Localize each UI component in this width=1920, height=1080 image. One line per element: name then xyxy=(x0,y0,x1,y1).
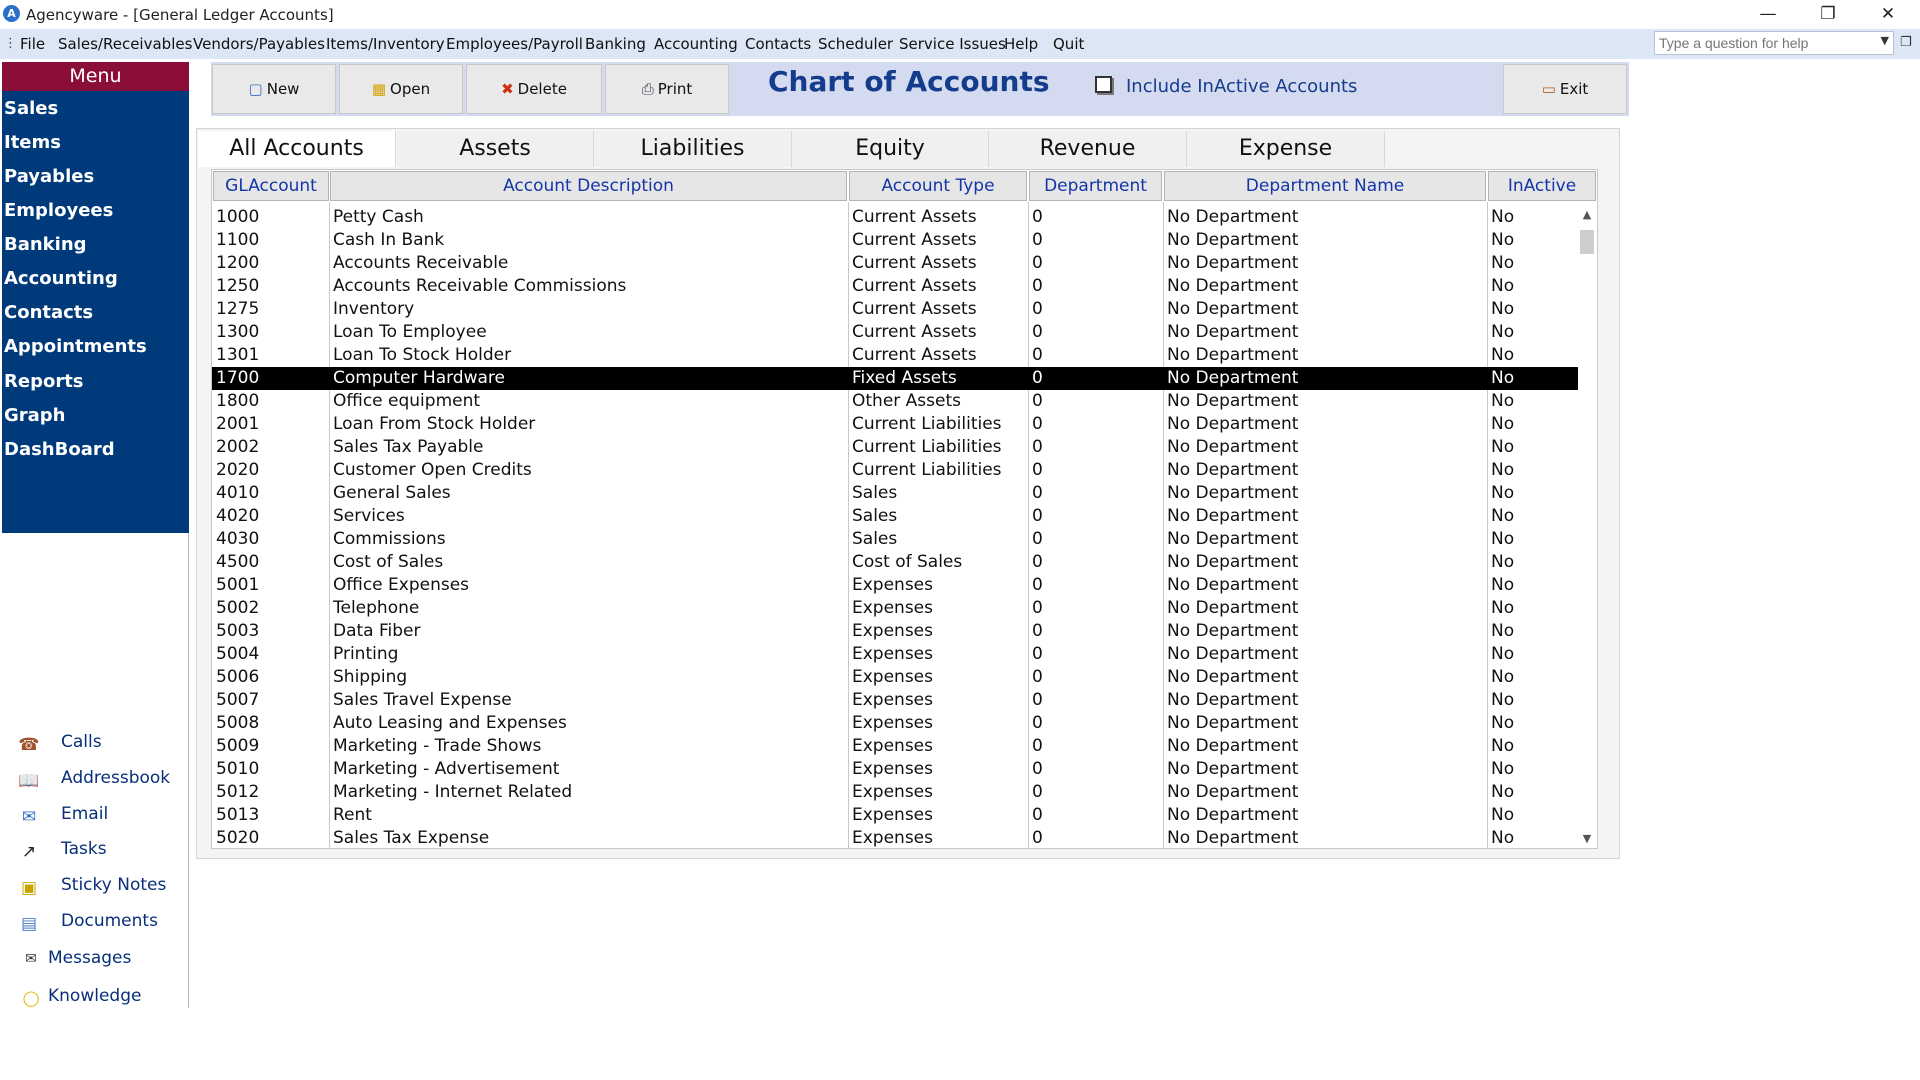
cell-department-name: No Department xyxy=(1167,345,1299,365)
cell-department-name: No Department xyxy=(1167,207,1299,227)
cell-department: 0 xyxy=(1032,276,1043,296)
cell-account-type: Fixed Assets xyxy=(852,368,957,388)
app-logo-icon: A xyxy=(3,5,20,22)
cell-account-description: Computer Hardware xyxy=(333,368,505,388)
tool-email[interactable]: Email xyxy=(61,804,109,824)
cell-department: 0 xyxy=(1032,230,1043,250)
cell-account-description: Marketing - Internet Related xyxy=(333,782,573,802)
exit-button-label: Exit xyxy=(1559,80,1589,98)
tool-knowledge[interactable]: Knowledge xyxy=(48,986,142,1006)
menu-vendors-payables[interactable]: Vendors/Payables xyxy=(193,35,325,53)
print-button[interactable] xyxy=(605,64,729,114)
cell-account-description: Accounts Receivable Commissions xyxy=(333,276,627,296)
tool-calls[interactable]: Calls xyxy=(61,732,102,752)
cell-account-description: Sales Tax Payable xyxy=(333,437,484,457)
cell-department: 0 xyxy=(1032,207,1043,227)
cell-account-type: Expenses xyxy=(852,644,933,664)
menu-items-inventory[interactable]: Items/Inventory xyxy=(326,35,445,53)
table-row[interactable] xyxy=(212,804,1578,827)
delete-button-label: Delete xyxy=(517,80,567,98)
table-row[interactable] xyxy=(212,436,1578,459)
tab-revenue[interactable]: Revenue xyxy=(989,131,1187,167)
nav-block xyxy=(2,91,189,533)
cell-account-description: Loan From Stock Holder xyxy=(333,414,536,434)
cell-account-description: Auto Leasing and Expenses xyxy=(333,713,567,733)
cell-inactive: No xyxy=(1491,759,1515,779)
cell-department: 0 xyxy=(1032,345,1043,365)
nav-item-accounting[interactable]: Accounting xyxy=(4,268,118,289)
sidebar xyxy=(0,62,189,1008)
cell-account-type: Sales xyxy=(852,506,898,526)
help-search-box xyxy=(1654,31,1894,55)
cell-department: 0 xyxy=(1032,460,1043,480)
cell-inactive: No xyxy=(1491,322,1515,342)
cell-account-type: Expenses xyxy=(852,598,933,618)
cell-glaccount: 1200 xyxy=(216,253,260,273)
cell-inactive: No xyxy=(1491,805,1515,825)
cell-inactive: No xyxy=(1491,207,1515,227)
cell-inactive: No xyxy=(1491,299,1515,319)
table-row[interactable] xyxy=(212,689,1578,712)
vertical-scrollbar[interactable] xyxy=(1578,206,1596,848)
cell-glaccount: 5004 xyxy=(216,644,260,664)
cell-department-name: No Department xyxy=(1167,667,1299,687)
delete-icon: ✖ xyxy=(501,80,514,98)
table-row[interactable] xyxy=(212,229,1578,252)
table-row[interactable] xyxy=(212,344,1578,367)
cell-glaccount: 5009 xyxy=(216,736,260,756)
restore-icon[interactable]: ❐ xyxy=(1820,4,1836,24)
cell-glaccount: 2002 xyxy=(216,437,260,457)
cell-glaccount: 1800 xyxy=(216,391,260,411)
table-row[interactable] xyxy=(212,781,1578,804)
cell-account-type: Current Assets xyxy=(852,230,977,250)
nav-item-appointments[interactable]: Appointments xyxy=(4,336,147,357)
cell-glaccount: 4500 xyxy=(216,552,260,572)
tasks-icon: ↗ xyxy=(21,842,37,862)
tool-addressbook[interactable]: Addressbook xyxy=(61,768,171,788)
include-inactive-label: Include InActive Accounts xyxy=(1126,76,1358,97)
tab-liabilities[interactable]: Liabilities xyxy=(594,131,792,167)
cell-inactive: No xyxy=(1491,529,1515,549)
cell-department: 0 xyxy=(1032,713,1043,733)
cell-account-type: Sales xyxy=(852,529,898,549)
cell-glaccount: 4010 xyxy=(216,483,260,503)
cell-department-name: No Department xyxy=(1167,782,1299,802)
cell-inactive: No xyxy=(1491,506,1515,526)
cell-account-type: Current Assets xyxy=(852,322,977,342)
table-row[interactable] xyxy=(212,298,1578,321)
cell-department-name: No Department xyxy=(1167,598,1299,618)
lightbulb-icon: ◯ xyxy=(22,989,40,1007)
cell-department-name: No Department xyxy=(1167,805,1299,825)
open-button[interactable] xyxy=(339,64,463,114)
page-title: Chart of Accounts xyxy=(768,65,1050,98)
cell-glaccount: 1300 xyxy=(216,322,260,342)
cell-glaccount: 1250 xyxy=(216,276,260,296)
cell-account-description: Data Fiber xyxy=(333,621,421,641)
cell-account-description: Petty Cash xyxy=(333,207,424,227)
cell-inactive: No xyxy=(1491,437,1515,457)
table-row[interactable] xyxy=(212,482,1578,505)
cell-department-name: No Department xyxy=(1167,529,1299,549)
close-icon[interactable]: ✕ xyxy=(1880,4,1896,24)
cell-inactive: No xyxy=(1491,828,1515,848)
cell-department: 0 xyxy=(1032,759,1043,779)
table-row[interactable] xyxy=(212,367,1578,390)
messages-icon: ✉ xyxy=(25,951,37,967)
help-search-input[interactable] xyxy=(1655,32,1873,54)
cell-inactive: No xyxy=(1491,391,1515,411)
cell-department: 0 xyxy=(1032,805,1043,825)
cell-account-type: Current Assets xyxy=(852,207,977,227)
cell-inactive: No xyxy=(1491,621,1515,641)
cell-glaccount: 5002 xyxy=(216,598,260,618)
menu-sales-receivables[interactable]: Sales/Receivables xyxy=(58,35,193,53)
menu-accounting[interactable]: Accounting xyxy=(654,35,738,53)
cell-account-type: Expenses xyxy=(852,736,933,756)
nav-item-banking[interactable]: Banking xyxy=(4,234,87,255)
table-row[interactable] xyxy=(212,321,1578,344)
table-row[interactable] xyxy=(212,459,1578,482)
cell-department: 0 xyxy=(1032,368,1043,388)
cell-department-name: No Department xyxy=(1167,575,1299,595)
cell-department-name: No Department xyxy=(1167,391,1299,411)
cell-inactive: No xyxy=(1491,667,1515,687)
table-row[interactable] xyxy=(212,275,1578,298)
cell-inactive: No xyxy=(1491,276,1515,296)
cell-account-description: Cost of Sales xyxy=(333,552,444,572)
cell-account-type: Cost of Sales xyxy=(852,552,963,572)
cell-department-name: No Department xyxy=(1167,299,1299,319)
cell-account-type: Expenses xyxy=(852,713,933,733)
cell-account-type: Expenses xyxy=(852,782,933,802)
cell-inactive: No xyxy=(1491,782,1515,802)
cell-department-name: No Department xyxy=(1167,414,1299,434)
cell-account-type: Current Liabilities xyxy=(852,437,1002,457)
chevron-down-icon[interactable]: ▼ xyxy=(1880,34,1889,47)
cell-department: 0 xyxy=(1032,253,1043,273)
nav-item-payables[interactable]: Payables xyxy=(4,166,95,187)
menu-employees-payroll[interactable]: Employees/Payroll xyxy=(446,35,583,53)
cell-glaccount: 5012 xyxy=(216,782,260,802)
cell-account-description: Rent xyxy=(333,805,372,825)
cell-account-description: Loan To Employee xyxy=(333,322,487,342)
cell-glaccount: 5013 xyxy=(216,805,260,825)
scrollbar-thumb[interactable] xyxy=(1580,230,1594,254)
cell-department: 0 xyxy=(1032,414,1043,434)
table-row[interactable] xyxy=(212,666,1578,689)
cell-glaccount: 5020 xyxy=(216,828,260,848)
cell-glaccount: 2020 xyxy=(216,460,260,480)
cell-inactive: No xyxy=(1491,552,1515,572)
cell-inactive: No xyxy=(1491,736,1515,756)
cell-department-name: No Department xyxy=(1167,621,1299,641)
cell-inactive: No xyxy=(1491,713,1515,733)
menu-scheduler[interactable]: Scheduler xyxy=(818,35,894,53)
cell-inactive: No xyxy=(1491,460,1515,480)
cell-glaccount: 1301 xyxy=(216,345,260,365)
cell-department: 0 xyxy=(1032,299,1043,319)
cell-department: 0 xyxy=(1032,667,1043,687)
cell-inactive: No xyxy=(1491,345,1515,365)
accounts-panel xyxy=(196,128,1620,859)
cell-account-type: Expenses xyxy=(852,759,933,779)
cell-department-name: No Department xyxy=(1167,552,1299,572)
menu-bar xyxy=(0,29,1920,59)
nav-item-graph[interactable]: Graph xyxy=(4,405,66,426)
cell-account-description: Printing xyxy=(333,644,399,664)
cell-department-name: No Department xyxy=(1167,506,1299,526)
exit-button[interactable] xyxy=(1503,64,1627,114)
cell-department-name: No Department xyxy=(1167,368,1299,388)
cell-account-type: Current Assets xyxy=(852,299,977,319)
nav-item-items[interactable]: Items xyxy=(4,132,61,153)
nav-item-dashboard[interactable]: DashBoard xyxy=(4,439,115,460)
cell-account-type: Current Assets xyxy=(852,253,977,273)
menu-service-issues[interactable]: Service Issues xyxy=(899,35,1006,53)
table-body xyxy=(212,206,1578,849)
nav-item-reports[interactable]: Reports xyxy=(4,371,84,392)
minimize-icon[interactable]: — xyxy=(1759,4,1777,24)
cell-department: 0 xyxy=(1032,437,1043,457)
table-row[interactable] xyxy=(212,620,1578,643)
cell-department: 0 xyxy=(1032,391,1043,411)
cell-account-type: Expenses xyxy=(852,621,933,641)
cell-glaccount: 5003 xyxy=(216,621,260,641)
tab-equity[interactable]: Equity xyxy=(792,131,989,167)
cell-account-type: Sales xyxy=(852,483,898,503)
cell-glaccount: 1700 xyxy=(216,368,260,388)
table-row[interactable] xyxy=(212,413,1578,436)
cell-account-description: Sales Travel Expense xyxy=(333,690,512,710)
table-row[interactable] xyxy=(212,505,1578,528)
title-bar xyxy=(0,0,1920,29)
table-row[interactable] xyxy=(212,252,1578,275)
cell-account-description: Accounts Receivable xyxy=(333,253,509,273)
include-inactive-checkbox[interactable] xyxy=(1095,76,1357,97)
menu-header: Menu xyxy=(2,62,189,91)
cell-inactive: No xyxy=(1491,598,1515,618)
table-row[interactable] xyxy=(212,827,1578,849)
nav-item-contacts[interactable]: Contacts xyxy=(4,302,94,323)
window-title: Agencyware - [General Ledger Accounts] xyxy=(26,6,334,24)
cell-inactive: No xyxy=(1491,690,1515,710)
cell-glaccount: 2001 xyxy=(216,414,260,434)
sticky-note-icon: ▣ xyxy=(20,878,38,898)
new-document-icon: ▢ xyxy=(248,80,263,98)
cell-account-description: Commissions xyxy=(333,529,446,549)
cell-department-name: No Department xyxy=(1167,230,1299,250)
menu-help[interactable]: Help xyxy=(1004,35,1039,53)
cell-department-name: No Department xyxy=(1167,460,1299,480)
cell-account-type: Expenses xyxy=(852,575,933,595)
cell-glaccount: 5007 xyxy=(216,690,260,710)
cell-account-description: Marketing - Trade Shows xyxy=(333,736,542,756)
cell-account-description: General Sales xyxy=(333,483,451,503)
cell-account-type: Current Assets xyxy=(852,345,977,365)
cell-department: 0 xyxy=(1032,782,1043,802)
checkbox-icon[interactable] xyxy=(1095,76,1112,93)
cell-department-name: No Department xyxy=(1167,644,1299,664)
cell-department-name: No Department xyxy=(1167,713,1299,733)
cell-department-name: No Department xyxy=(1167,437,1299,457)
cell-glaccount: 4030 xyxy=(216,529,260,549)
cell-inactive: No xyxy=(1491,368,1515,388)
col-header-inactive[interactable]: InActive xyxy=(1488,171,1596,201)
cell-inactive: No xyxy=(1491,253,1515,273)
col-header-account-description[interactable]: Account Description xyxy=(330,171,847,201)
cell-department-name: No Department xyxy=(1167,253,1299,273)
cell-glaccount: 5010 xyxy=(216,759,260,779)
new-button-label: New xyxy=(266,80,300,98)
tab-expense[interactable]: Expense xyxy=(1187,131,1385,167)
table-row[interactable] xyxy=(212,574,1578,597)
table-row[interactable] xyxy=(212,643,1578,666)
accounts-grid xyxy=(211,169,1598,849)
cell-account-description: Office Expenses xyxy=(333,575,470,595)
scroll-down-icon[interactable]: ▼ xyxy=(1582,832,1592,845)
menu-contacts[interactable]: Contacts xyxy=(745,35,812,53)
scroll-up-icon[interactable]: ▲ xyxy=(1582,208,1592,221)
col-header-department-name[interactable]: Department Name xyxy=(1164,171,1486,201)
cell-department: 0 xyxy=(1032,621,1043,641)
table-row[interactable] xyxy=(212,390,1578,413)
menu-quit[interactable]: Quit xyxy=(1053,35,1085,53)
cell-account-description: Cash In Bank xyxy=(333,230,445,250)
cell-account-description: Telephone xyxy=(333,598,420,618)
open-button-label: Open xyxy=(390,80,431,98)
col-header-account-type[interactable]: Account Type xyxy=(849,171,1027,201)
cell-glaccount: 4020 xyxy=(216,506,260,526)
cell-glaccount: 5001 xyxy=(216,575,260,595)
nav-item-employees[interactable]: Employees xyxy=(4,200,114,221)
cell-account-type: Expenses xyxy=(852,805,933,825)
exit-door-icon: ▭ xyxy=(1541,80,1556,98)
cell-inactive: No xyxy=(1491,414,1515,434)
cell-department-name: No Department xyxy=(1167,322,1299,342)
cell-department-name: No Department xyxy=(1167,828,1299,848)
table-row[interactable] xyxy=(212,712,1578,735)
delete-button[interactable] xyxy=(466,64,602,114)
menu-file[interactable]: File xyxy=(20,35,46,53)
table-row[interactable] xyxy=(212,551,1578,574)
cell-account-type: Expenses xyxy=(852,828,933,848)
cell-glaccount: 5008 xyxy=(216,713,260,733)
cell-account-description: Inventory xyxy=(333,299,415,319)
table-row[interactable] xyxy=(212,597,1578,620)
cell-account-type: Current Liabilities xyxy=(852,460,1002,480)
email-icon: ✉ xyxy=(21,807,37,827)
print-button-label: Print xyxy=(657,80,693,98)
cell-account-description: Services xyxy=(333,506,405,526)
cell-account-type: Other Assets xyxy=(852,391,961,411)
cell-department: 0 xyxy=(1032,506,1043,526)
cell-department-name: No Department xyxy=(1167,276,1299,296)
documents-icon: ▤ xyxy=(20,914,38,934)
cell-department-name: No Department xyxy=(1167,736,1299,756)
cell-department: 0 xyxy=(1032,322,1043,342)
tab-assets[interactable]: Assets xyxy=(397,131,594,167)
cell-account-type: Current Liabilities xyxy=(852,414,1002,434)
col-header-department[interactable]: Department xyxy=(1029,171,1162,201)
cell-glaccount: 1100 xyxy=(216,230,260,250)
addressbook-icon: 📖 xyxy=(18,771,40,791)
cell-department: 0 xyxy=(1032,828,1043,848)
cell-department: 0 xyxy=(1032,552,1043,572)
cell-account-description: Shipping xyxy=(333,667,408,687)
cell-inactive: No xyxy=(1491,575,1515,595)
cell-account-description: Customer Open Credits xyxy=(333,460,532,480)
cell-inactive: No xyxy=(1491,483,1515,503)
toolbar xyxy=(211,62,1629,116)
col-header-glaccount[interactable]: GLAccount xyxy=(213,171,329,201)
cell-account-description: Marketing - Advertisement xyxy=(333,759,560,779)
cell-inactive: No xyxy=(1491,230,1515,250)
cell-department: 0 xyxy=(1032,483,1043,503)
folder-icon: ▦ xyxy=(371,80,387,98)
mdi-restore-icon[interactable]: ❐ xyxy=(1900,35,1912,50)
phone-icon: ☎ xyxy=(18,735,40,755)
table-row[interactable] xyxy=(212,528,1578,551)
tab-all-accounts[interactable]: All Accounts xyxy=(198,131,396,167)
table-row[interactable] xyxy=(212,735,1578,758)
cell-department: 0 xyxy=(1032,575,1043,595)
cell-department: 0 xyxy=(1032,598,1043,618)
cell-account-type: Current Assets xyxy=(852,276,977,296)
cell-inactive: No xyxy=(1491,644,1515,664)
cell-account-type: Expenses xyxy=(852,667,933,687)
cell-department: 0 xyxy=(1032,690,1043,710)
menu-banking[interactable]: Banking xyxy=(585,35,646,53)
new-button[interactable] xyxy=(212,64,336,114)
table-row[interactable] xyxy=(212,206,1578,229)
cell-department: 0 xyxy=(1032,736,1043,756)
cell-account-description: Loan To Stock Holder xyxy=(333,345,512,365)
printer-icon: ⎙ xyxy=(641,80,654,98)
cell-department-name: No Department xyxy=(1167,759,1299,779)
cell-department-name: No Department xyxy=(1167,483,1299,503)
tool-documents[interactable]: Documents xyxy=(61,911,158,931)
cell-account-type: Expenses xyxy=(852,690,933,710)
cell-glaccount: 1275 xyxy=(216,299,260,319)
cell-glaccount: 5006 xyxy=(216,667,260,687)
cell-glaccount: 1000 xyxy=(216,207,260,227)
table-row[interactable] xyxy=(212,758,1578,781)
grip-icon: ⋮ xyxy=(4,36,17,51)
cell-department: 0 xyxy=(1032,644,1043,664)
cell-department-name: No Department xyxy=(1167,690,1299,710)
tool-messages[interactable]: Messages xyxy=(48,948,132,968)
cell-account-description: Sales Tax Expense xyxy=(333,828,490,848)
nav-item-sales[interactable]: Sales xyxy=(4,98,59,119)
cell-account-description: Office equipment xyxy=(333,391,481,411)
tool-tasks[interactable]: Tasks xyxy=(61,839,107,859)
tool-sticky-notes[interactable]: Sticky Notes xyxy=(61,875,167,895)
cell-department: 0 xyxy=(1032,529,1043,549)
